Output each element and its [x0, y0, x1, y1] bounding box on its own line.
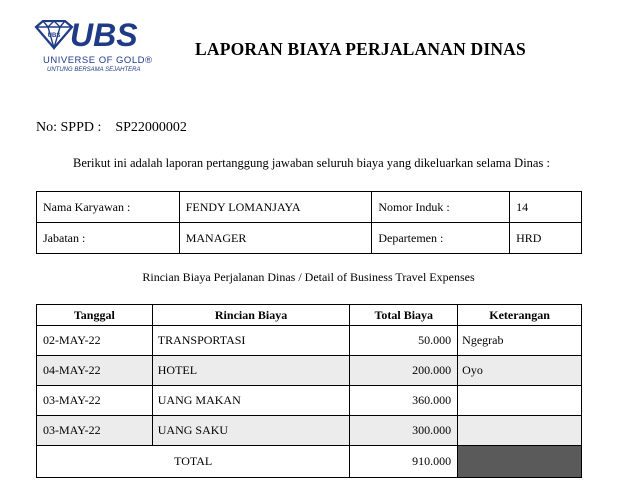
sppd-value: SP22000002 — [115, 120, 187, 135]
total-filler-cell — [458, 446, 582, 478]
row-date: 02-MAY-22 — [37, 326, 153, 356]
table-row — [37, 416, 582, 446]
id-label: Nomor Induk : — [372, 192, 510, 223]
row-total: 50.000 — [350, 326, 458, 356]
header-rincian: Rincian Biaya — [152, 305, 350, 326]
row-note: Oyo — [458, 356, 582, 386]
table-row — [37, 356, 582, 386]
row-note — [458, 386, 582, 416]
total-value: 910.000 — [350, 446, 458, 478]
position-value: MANAGER — [179, 223, 372, 254]
intro-text: Berikut ini adalah laporan pertanggung jawaban seluruh biaya yang dikeluarkan selama Dinas : — [73, 156, 550, 170]
header-total: Total Biaya — [350, 305, 458, 326]
id-value: 14 — [510, 192, 582, 223]
row-total: 200.000 — [350, 356, 458, 386]
total-row — [37, 446, 582, 478]
row-date: 04-MAY-22 — [37, 356, 153, 386]
position-label: Jabatan : — [37, 223, 180, 254]
logo-subtagline: UNTUNG BERSAMA SEJAHTERA — [47, 67, 141, 73]
sppd-number — [36, 120, 187, 136]
row-item: UANG SAKU — [152, 416, 350, 446]
row-note — [458, 416, 582, 446]
name-value: FENDY LOMANJAYA — [179, 192, 372, 223]
table-row — [37, 326, 582, 356]
logo-brand-mini: UBS — [47, 33, 61, 39]
employee-row — [37, 192, 582, 223]
row-total: 300.000 — [350, 416, 458, 446]
row-total: 360.000 — [350, 386, 458, 416]
diamond-logo-icon — [34, 20, 74, 50]
name-label: Nama Karyawan : — [37, 192, 180, 223]
row-date: 03-MAY-22 — [37, 386, 153, 416]
expense-table — [36, 304, 582, 478]
header-keterangan: Keterangan — [458, 305, 582, 326]
row-note: Ngegrab — [458, 326, 582, 356]
page-title: LAPORAN BIAYA PERJALANAN DINAS — [195, 39, 526, 59]
company-logo — [34, 18, 159, 96]
header-tanggal: Tanggal — [37, 305, 153, 326]
logo-tagline: UNIVERSE OF GOLD® — [43, 55, 153, 66]
employee-info-table — [36, 191, 582, 254]
employee-row — [37, 223, 582, 254]
detail-title: Rincian Biaya Perjalanan Dinas / Detail of Business Travel Expenses — [142, 270, 475, 284]
table-row — [37, 386, 582, 416]
dept-label: Departemen : — [372, 223, 510, 254]
row-item: HOTEL — [152, 356, 350, 386]
row-date: 03-MAY-22 — [37, 416, 153, 446]
row-item: UANG MAKAN — [152, 386, 350, 416]
dept-value: HRD — [510, 223, 582, 254]
row-item: TRANSPORTASI — [152, 326, 350, 356]
sppd-label: No: SPPD : — [36, 120, 102, 135]
expense-header-row — [37, 305, 582, 326]
logo-brand-text: UBS — [70, 17, 138, 53]
total-label: TOTAL — [37, 446, 350, 478]
